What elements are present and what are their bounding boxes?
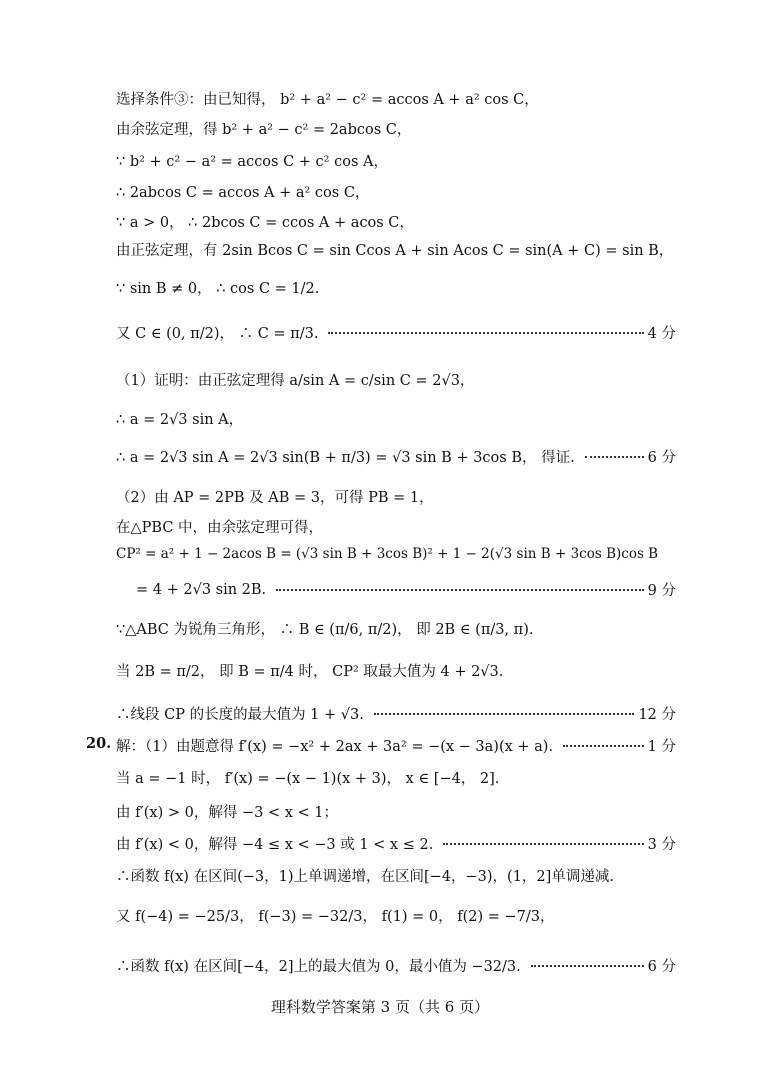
score-leader [328, 332, 643, 334]
score-mark: 3 分 [647, 837, 676, 853]
solution-line: ∵ b² + c² − a² = accos C + c² cos A， [116, 154, 388, 170]
solution-line: ∵ sin B ≠ 0， ∴ cos C = 1/2. [116, 281, 320, 297]
page-footer: 理科数学答案第 3 页（共 6 页） [270, 998, 490, 1016]
score-leader [585, 456, 644, 458]
solution-line: 当 2B = π/2， 即 B = π/4 时， CP² 取最大值为 4 + 2√3. [116, 664, 504, 680]
solution-line: ∴函数 f(x) 在区间(−3，1)上单调递增，在区间[−4，−3)，(1，2]单调递减. [116, 869, 614, 885]
score-leader [374, 713, 635, 715]
solution-line: 选择条件③：由已知得， b² + a² − c² = accos A + a² cos C， [116, 92, 539, 108]
score-mark: 9 分 [647, 583, 676, 599]
score-leader [443, 843, 643, 845]
solution-line: 在△PBC 中，由余弦定理可得， [116, 520, 324, 536]
score-mark: 6 分 [647, 959, 676, 975]
solution-line: ∴函数 f(x) 在区间[−4，2]上的最大值为 0，最小值为 −32/3. 6 分 [116, 955, 676, 976]
solution-line: ∴ a = 2√3 sin A， [116, 412, 244, 428]
solution-line: 由 f′(x) > 0，解得 −3 < x < 1； [116, 805, 338, 821]
solution-line: （2）由 AP = 2PB 及 AB = 3，可得 PB = 1， [116, 490, 434, 506]
solution-line: 又 C ∈ (0, π/2)， ∴ C = π/3. 4 分 [116, 322, 676, 343]
solution-line: ∴ a = 2√3 sin A = 2√3 sin(B + π/3) = √3 sin B + 3cos B， 得证. 6 分 [116, 446, 676, 467]
solution-line: ∵△ABC 为锐角三角形， ∴ B ∈ (π/6, π/2)， 即 2B ∈ (π/3, π). [116, 622, 534, 638]
solution-line: ∵ a > 0， ∴ 2bcos C = ccos A + acos C， [116, 215, 414, 231]
score-mark: 4 分 [647, 326, 676, 342]
score-mark: 12 分 [638, 707, 676, 723]
solution-line: 当 a = −1 时， f′(x) = −(x − 1)(x + 3)， x ∈ [−4， 2]. [116, 771, 500, 787]
solution-line: ∴线段 CP 的长度的最大值为 1 + √3. 12 分 [116, 703, 676, 724]
solution-line: 由 f′(x) < 0，解得 −4 ≤ x < −3 或 1 < x ≤ 2. 3 分 [116, 833, 676, 854]
score-leader [563, 745, 644, 747]
score-mark: 1 分 [647, 739, 676, 755]
score-leader [276, 589, 643, 591]
problem-number: 20. [86, 735, 112, 752]
solution-line: ∴ 2abcos C = accos A + a² cos C， [116, 185, 370, 201]
score-mark: 6 分 [647, 450, 676, 466]
solution-line: 由余弦定理，得 b² + a² − c² = 2abcos C， [116, 122, 412, 138]
solution-line: 由正弦定理，有 2sin Bcos C = sin Ccos A + sin Acos C = sin(A + C) = sin B， [116, 243, 674, 259]
score-leader [531, 965, 644, 967]
solution-line: 解：（1）由题意得 f′(x) = −x² + 2ax + 3a² = −(x − 3a)(x + a). 1 分 [116, 735, 676, 756]
solution-line: = 4 + 2√3 sin 2B. 9 分 [136, 579, 676, 600]
solution-line: CP² = a² + 1 − 2acos B = (√3 sin B + 3cos B)² + 1 − 2(√3 sin B + 3cos B)cos B [116, 546, 659, 562]
solution-line: （1）证明：由正弦定理得 a/sin A = c/sin C = 2√3， [116, 373, 475, 389]
solution-line: 又 f(−4) = −25/3， f(−3) = −32/3， f(1) = 0， f(2) = −7/3， [116, 909, 555, 925]
